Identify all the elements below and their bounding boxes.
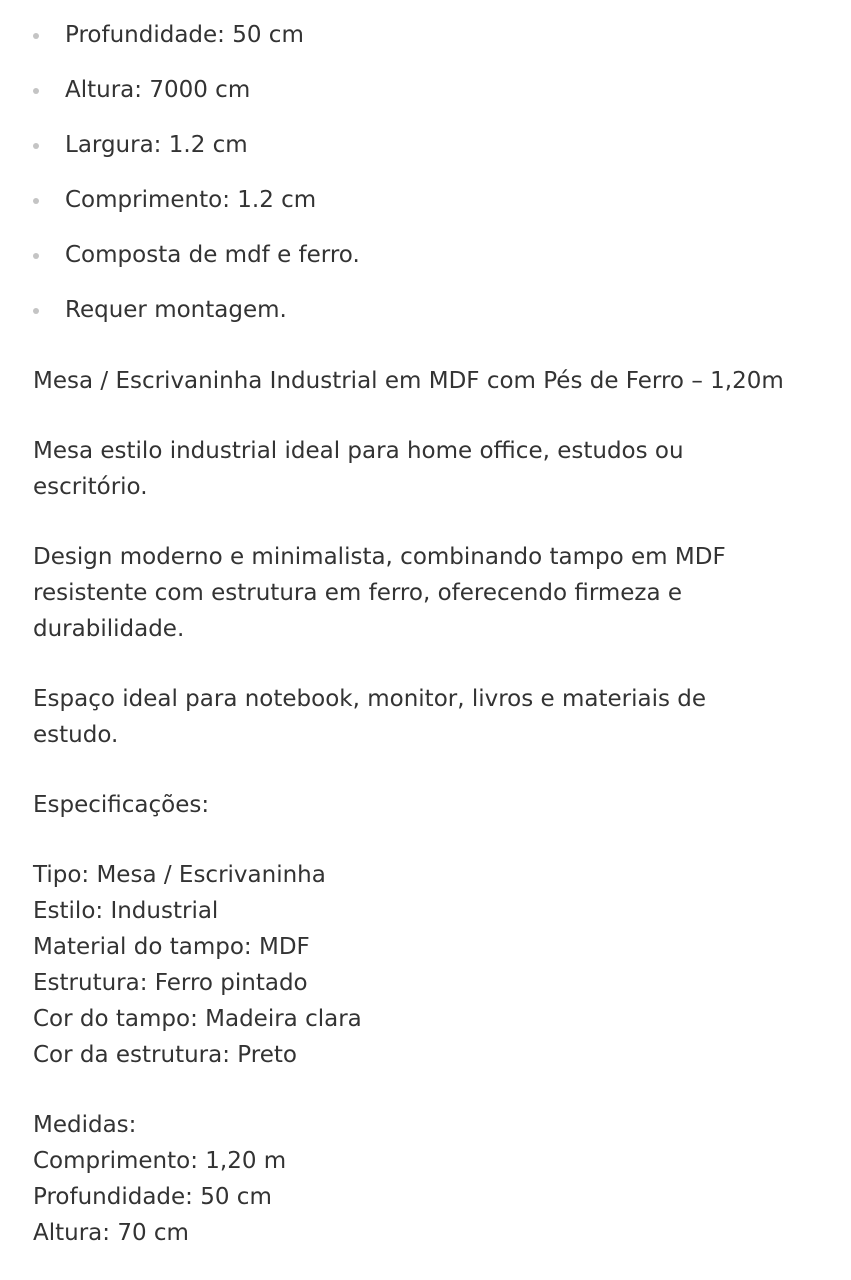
description-space: Espaço ideal para notebook, monitor, livros e materiais de estudo. <box>33 686 707 748</box>
list-item <box>0 17 851 72</box>
bullet-icon <box>33 88 39 94</box>
description-design: Design moderno e minimalista, combinando tampo em MDF resistente com estrutura em ferro, oferecendo firmeza e durabilidade. <box>33 544 726 642</box>
bullet-icon <box>33 33 39 39</box>
attribute-width: Largura: 1.2 cm <box>65 132 248 158</box>
attribute-height: Altura: 7000 cm <box>65 77 251 103</box>
description-title: Mesa / Escrivaninha Industrial em MDF com Pés de Ferro – 1,20m <box>33 368 784 394</box>
product-description <box>33 363 833 1251</box>
list-item <box>0 72 851 127</box>
attribute-assembly: Requer montagem. <box>65 297 287 323</box>
bullet-icon <box>33 198 39 204</box>
description-intro: Mesa estilo industrial ideal para home office, estudos ou escritório. <box>33 438 684 500</box>
attribute-material: Composta de mdf e ferro. <box>65 242 360 268</box>
list-item <box>0 237 851 292</box>
attribute-length: Comprimento: 1.2 cm <box>65 187 317 213</box>
spec-top-material: Material do tampo: MDF <box>33 934 310 960</box>
spec-type: Tipo: Mesa / Escrivaninha <box>33 862 326 888</box>
list-item <box>0 182 851 237</box>
measures-list <box>33 1143 833 1251</box>
bullet-icon <box>33 253 39 259</box>
spec-style: Estilo: Industrial <box>33 898 219 924</box>
spec-top-color: Cor do tampo: Madeira clara <box>33 1006 362 1032</box>
measure-length: Comprimento: 1,20 m <box>33 1148 287 1174</box>
bullet-icon <box>33 308 39 314</box>
measures-heading: Medidas: <box>33 1112 137 1138</box>
list-item <box>0 127 851 182</box>
spec-structure: Estrutura: Ferro pintado <box>33 970 308 996</box>
measure-height: Altura: 70 cm <box>33 1220 189 1246</box>
spec-structure-color: Cor da estrutura: Preto <box>33 1042 297 1068</box>
list-item <box>0 292 851 347</box>
product-attributes-list <box>0 17 851 347</box>
measure-depth: Profundidade: 50 cm <box>33 1184 272 1210</box>
specs-list <box>33 857 833 1073</box>
specs-heading: Especificações: <box>33 792 210 818</box>
bullet-icon <box>33 143 39 149</box>
attribute-depth: Profundidade: 50 cm <box>65 22 304 48</box>
